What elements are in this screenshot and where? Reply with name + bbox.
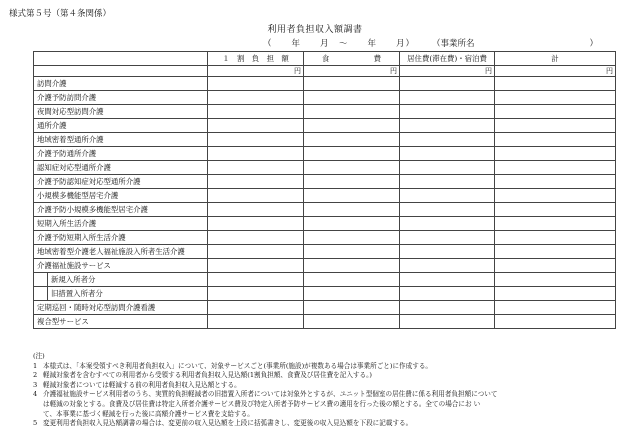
amount-cell[interactable] — [495, 203, 616, 217]
amount-cell[interactable] — [208, 203, 304, 217]
facility-name-close: ） — [589, 39, 598, 49]
service-label: 介護予防認知症対応型通所介護 — [34, 175, 208, 189]
amount-cell[interactable] — [400, 301, 495, 315]
amount-cell[interactable] — [495, 91, 616, 105]
amount-cell[interactable] — [208, 273, 304, 287]
amount-cell[interactable] — [208, 245, 304, 259]
note-number: 5 — [33, 419, 38, 428]
amount-cell[interactable] — [400, 105, 495, 119]
income-table — [33, 51, 616, 329]
amount-cell[interactable] — [304, 189, 400, 203]
notes-heading: (注) — [33, 352, 45, 360]
table-row — [34, 259, 616, 273]
note-item — [33, 400, 618, 410]
table-row — [34, 189, 616, 203]
amount-cell[interactable] — [208, 175, 304, 189]
amount-cell[interactable] — [495, 105, 616, 119]
service-label: 介護予防小規模多機能型居宅介護 — [34, 203, 208, 217]
amount-cell[interactable] — [208, 147, 304, 161]
amount-cell[interactable] — [400, 315, 495, 329]
amount-cell[interactable] — [208, 259, 304, 273]
table-row — [34, 231, 616, 245]
note-number — [33, 410, 43, 420]
note-item — [33, 371, 618, 381]
service-label — [34, 287, 208, 301]
table-row — [34, 133, 616, 147]
amount-cell[interactable] — [208, 161, 304, 175]
amount-cell[interactable] — [400, 217, 495, 231]
table-row — [34, 315, 616, 329]
amount-cell[interactable] — [495, 231, 616, 245]
column-header-copay: １ 割 負 担 額 — [208, 52, 304, 66]
amount-cell[interactable] — [400, 91, 495, 105]
unit-cell: 円 — [400, 66, 495, 77]
amount-cell[interactable] — [495, 273, 616, 287]
header-row — [34, 52, 616, 66]
amount-cell[interactable] — [304, 147, 400, 161]
table-row — [34, 119, 616, 133]
table-row — [34, 287, 616, 301]
table-row — [34, 217, 616, 231]
amount-cell[interactable] — [304, 287, 400, 301]
service-label: 認知症対応型通所介護 — [34, 161, 208, 175]
service-label: 介護福祉施設サービス — [34, 259, 208, 273]
amount-cell[interactable] — [208, 301, 304, 315]
amount-cell[interactable] — [208, 287, 304, 301]
amount-cell[interactable] — [304, 231, 400, 245]
unit-row — [34, 66, 616, 77]
note-text: て、本事業に基づく軽減を行った後に高額介護サービス費を支給する。 — [43, 409, 254, 418]
note-number — [33, 400, 43, 410]
unit-cell: 円 — [495, 66, 616, 77]
amount-cell[interactable] — [304, 217, 400, 231]
service-label: 夜間対応型訪問介護 — [34, 105, 208, 119]
amount-cell[interactable] — [208, 91, 304, 105]
amount-cell[interactable] — [400, 161, 495, 175]
amount-cell[interactable] — [208, 77, 304, 91]
amount-cell[interactable] — [208, 119, 304, 133]
service-label: 介護予防短期入所生活介護 — [34, 231, 208, 245]
note-text: 変更利用者負担収入見込額調書の場合は、変更前の収入見込額を上段に括弧書きし、変更後の収入見込額を下段に記載する。 — [43, 419, 413, 428]
unit-cell-blank — [34, 66, 208, 77]
amount-cell[interactable] — [208, 231, 304, 245]
form-number: 様式第５号（第４条関係） — [9, 9, 112, 19]
amount-cell[interactable] — [304, 133, 400, 147]
amount-cell[interactable] — [400, 231, 495, 245]
notes-section — [33, 352, 618, 429]
amount-cell[interactable] — [208, 105, 304, 119]
amount-cell[interactable] — [304, 273, 400, 287]
amount-cell[interactable] — [495, 77, 616, 91]
amount-cell[interactable] — [495, 259, 616, 273]
amount-cell[interactable] — [208, 189, 304, 203]
amount-cell[interactable] — [400, 245, 495, 259]
amount-cell[interactable] — [400, 175, 495, 189]
service-label: 複合型サービス — [34, 315, 208, 329]
note-item — [33, 419, 618, 429]
note-item — [33, 362, 618, 372]
service-label: 介護予防訪問介護 — [34, 91, 208, 105]
service-label: 介護予防通所介護 — [34, 147, 208, 161]
note-text: 軽減対象者を含むすべての利用者から受領する利用者負担収入見込額(1割負担額、食費及び居住費を記入する。) — [43, 371, 372, 380]
amount-cell[interactable] — [400, 287, 495, 301]
note-text: 本様式は、「本案受領すべき利用者負担収入」について、対象サービスごと(事業所(施設)が複数ある場合は事業所ごと)に作成する。 — [43, 361, 433, 370]
facility-name-label: （事業所名 — [432, 39, 475, 49]
amount-cell[interactable] — [400, 119, 495, 133]
service-label-text: 旧措置入所者分 — [51, 289, 103, 298]
amount-cell[interactable] — [400, 189, 495, 203]
note-number: 1 — [33, 361, 38, 370]
note-item — [33, 381, 618, 391]
amount-cell[interactable] — [208, 315, 304, 329]
column-header-total: 計 — [495, 52, 616, 66]
amount-cell[interactable] — [495, 119, 616, 133]
indent-spacer — [34, 287, 48, 300]
table-row — [34, 301, 616, 315]
service-label — [34, 273, 208, 287]
service-label: 地域密着型通所介護 — [34, 133, 208, 147]
amount-cell[interactable] — [495, 133, 616, 147]
note-item — [33, 390, 618, 400]
amount-cell[interactable] — [208, 217, 304, 231]
amount-cell[interactable] — [495, 315, 616, 329]
amount-cell[interactable] — [495, 287, 616, 301]
note-text: 軽減対象者については軽減する前の利用者負担収入見込額とする。 — [43, 380, 241, 389]
table-row — [34, 77, 616, 91]
amount-cell[interactable] — [304, 105, 400, 119]
amount-cell[interactable] — [495, 189, 616, 203]
table-row — [34, 203, 616, 217]
table-row — [34, 273, 616, 287]
amount-cell[interactable] — [495, 147, 616, 161]
amount-cell[interactable] — [304, 175, 400, 189]
amount-cell[interactable] — [400, 273, 495, 287]
amount-cell[interactable] — [495, 217, 616, 231]
note-item — [33, 410, 618, 420]
amount-cell[interactable] — [400, 133, 495, 147]
amount-cell[interactable] — [304, 301, 400, 315]
amount-cell[interactable] — [400, 203, 495, 217]
unit-cell: 円 — [208, 66, 304, 77]
service-label-text: 新規入所者分 — [51, 275, 96, 284]
amount-cell[interactable] — [304, 259, 400, 273]
amount-cell[interactable] — [400, 147, 495, 161]
service-label: 定期巡回・随時対応型訪問介護看護 — [34, 301, 208, 315]
amount-cell[interactable] — [304, 161, 400, 175]
amount-cell[interactable] — [495, 245, 616, 259]
column-header-service — [34, 52, 208, 66]
period-field: （ 年 月 ～ 年 月） — [263, 39, 416, 49]
table-row — [34, 161, 616, 175]
facility-name-field — [432, 37, 598, 49]
service-label: 地域密着型介護老人福祉施設入所者生活介護 — [34, 245, 208, 259]
amount-cell[interactable] — [495, 161, 616, 175]
amount-cell[interactable] — [495, 175, 616, 189]
document-title: 利用者負担収入額調書 — [267, 25, 363, 35]
note-text: 介護福祉施設サービス利用者のうち、実質的負担軽減者の旧措置入所者については対象外とするが、ユニット型個室の居住費に係る利用者負担額について — [43, 390, 498, 399]
amount-cell[interactable] — [495, 301, 616, 315]
unit-cell: 円 — [304, 66, 400, 77]
column-header-meals: 食 費 — [304, 52, 400, 66]
service-label: 短期入所生活介護 — [34, 217, 208, 231]
note-number: 4 — [33, 390, 38, 399]
amount-cell[interactable] — [400, 77, 495, 91]
table-row — [34, 147, 616, 161]
table-row — [34, 91, 616, 105]
note-text: は軽減の対象とする。食費及び居住費は特定入所者介護サービス費及び特定入所者予防サービス費の適用を行った後の額とする。全ての場合にお い — [43, 399, 481, 408]
amount-cell[interactable] — [304, 119, 400, 133]
table-row — [34, 175, 616, 189]
note-number: 2 — [33, 371, 38, 380]
amount-cell[interactable] — [304, 315, 400, 329]
service-label: 訪問介護 — [34, 77, 208, 91]
indent-spacer — [34, 273, 48, 286]
amount-cell[interactable] — [304, 203, 400, 217]
table-row — [34, 245, 616, 259]
service-label: 小規模多機能型居宅介護 — [34, 189, 208, 203]
amount-cell[interactable] — [208, 133, 304, 147]
amount-cell[interactable] — [304, 91, 400, 105]
amount-cell[interactable] — [400, 259, 495, 273]
service-label: 通所介護 — [34, 119, 208, 133]
table-row — [34, 105, 616, 119]
column-header-housing: 居住費(滞在費)・宿泊費 — [400, 52, 495, 66]
amount-cell[interactable] — [304, 77, 400, 91]
amount-cell[interactable] — [304, 245, 400, 259]
note-number: 3 — [33, 380, 38, 389]
